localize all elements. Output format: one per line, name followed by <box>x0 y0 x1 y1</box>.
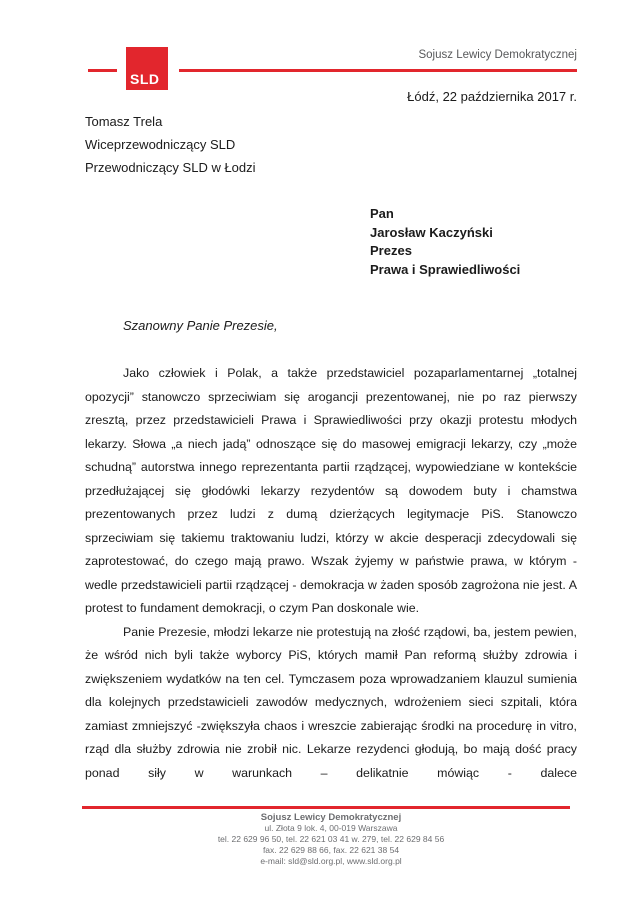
sender-title-1: Wiceprzewodniczący SLD <box>85 137 236 152</box>
body-paragraph-2: Panie Prezesie, młodzi lekarze nie protestują na złość rządowi, ba, jestem pewien, że wśród nich byli także wyborcy PiS, których mamił Pan reformą służby zdrowia i zwiększeniem wydatków na ten cel. Tymczasem poza wprowadzaniem klauzul sumienia dla kolejnych przedstawicieli zawodów medycznych, wdrożeniem sieci szpitali, która zamiast zmniejszyć -zwiększyła chaos i wreszcie zabierając środki na procedurę in vitro, rząd dla służby zdrowia nie zrobił nic. Lekarze rezydenci głodują, bo mają dość pracy ponad siły w warunkach – delikatnie mówiąc - dalece <box>85 624 577 780</box>
salutation: Szanowny Panie Prezesie, <box>123 318 278 333</box>
recipient-honorific: Pan <box>370 206 394 221</box>
footer-block <box>85 812 577 867</box>
sender-block <box>85 110 256 179</box>
footer-org-name: Sojusz Lewicy Demokratycznej <box>260 812 402 823</box>
footer-rule <box>82 806 570 809</box>
recipient-name: Jarosław Kaczyński <box>370 224 493 240</box>
sender-title-2: Przewodniczący SLD w Łodzi <box>85 160 256 175</box>
recipient-block <box>370 205 520 279</box>
footer-phones: tel. 22 629 96 50, tel. 22 621 03 41 w. 279, tel. 22 629 84 56 <box>217 834 445 844</box>
footer-address: ul. Złota 9 lok. 4, 00-019 Warszawa <box>264 823 398 833</box>
footer-email-web: e-mail: sld@sld.org.pl, www.sld.org.pl <box>260 856 402 866</box>
sld-logo-text: SLD <box>130 71 160 87</box>
logo-left-dash <box>88 69 117 72</box>
recipient-org: Prawa i Sprawiedliwości <box>370 261 521 277</box>
header-org-name: Sojusz Lewicy Demokratycznej <box>418 49 577 61</box>
header-rule <box>179 69 577 72</box>
sender-name: Tomasz Trela <box>85 114 163 129</box>
sld-logo <box>126 47 168 90</box>
date-line: Łódź, 22 października 2017 r. <box>407 89 577 104</box>
footer-faxes: fax. 22 629 88 66, fax. 22 621 38 54 <box>262 845 400 855</box>
letter-body <box>85 362 577 785</box>
body-paragraph-1: Jako człowiek i Polak, a także przedstawiciel pozaparlamentarnej „totalnej opozycji” stanowczo sprzeciwiam się arogancji prezentowanej, nie po raz pierwszy zresztą, przez przedstawicieli Prawa i Sprawiedliwości przy okazji protestu młodych lekarzy. Słowa „a niech jadą” odnoszące się do masowej emigracji lekarzy, czy „może schudną” autorstwa innego reprezentanta partii rządzącej, wypowiedziane w kontekście przedłużającej się głodówki lekarzy rezydentów są dowodem buty i chamstwa prezentowanych przez ludzi z dumą dzierżących legitymacje PiS. Stanowczo sprzeciwiam się takiemu traktowaniu ludzi, którzy w akcie desperacji zdecydowali się zaprotestować, do czego mają prawo. Wszak żyjemy w państwie prawa, w którym - wedle przedstawicieli partii rządzącej - demokracja w żaden sposób zagrożona nie jest. A protest to fundament demokracji, o czym Pan doskonale wie. <box>85 366 577 615</box>
recipient-title: Prezes <box>370 243 412 258</box>
